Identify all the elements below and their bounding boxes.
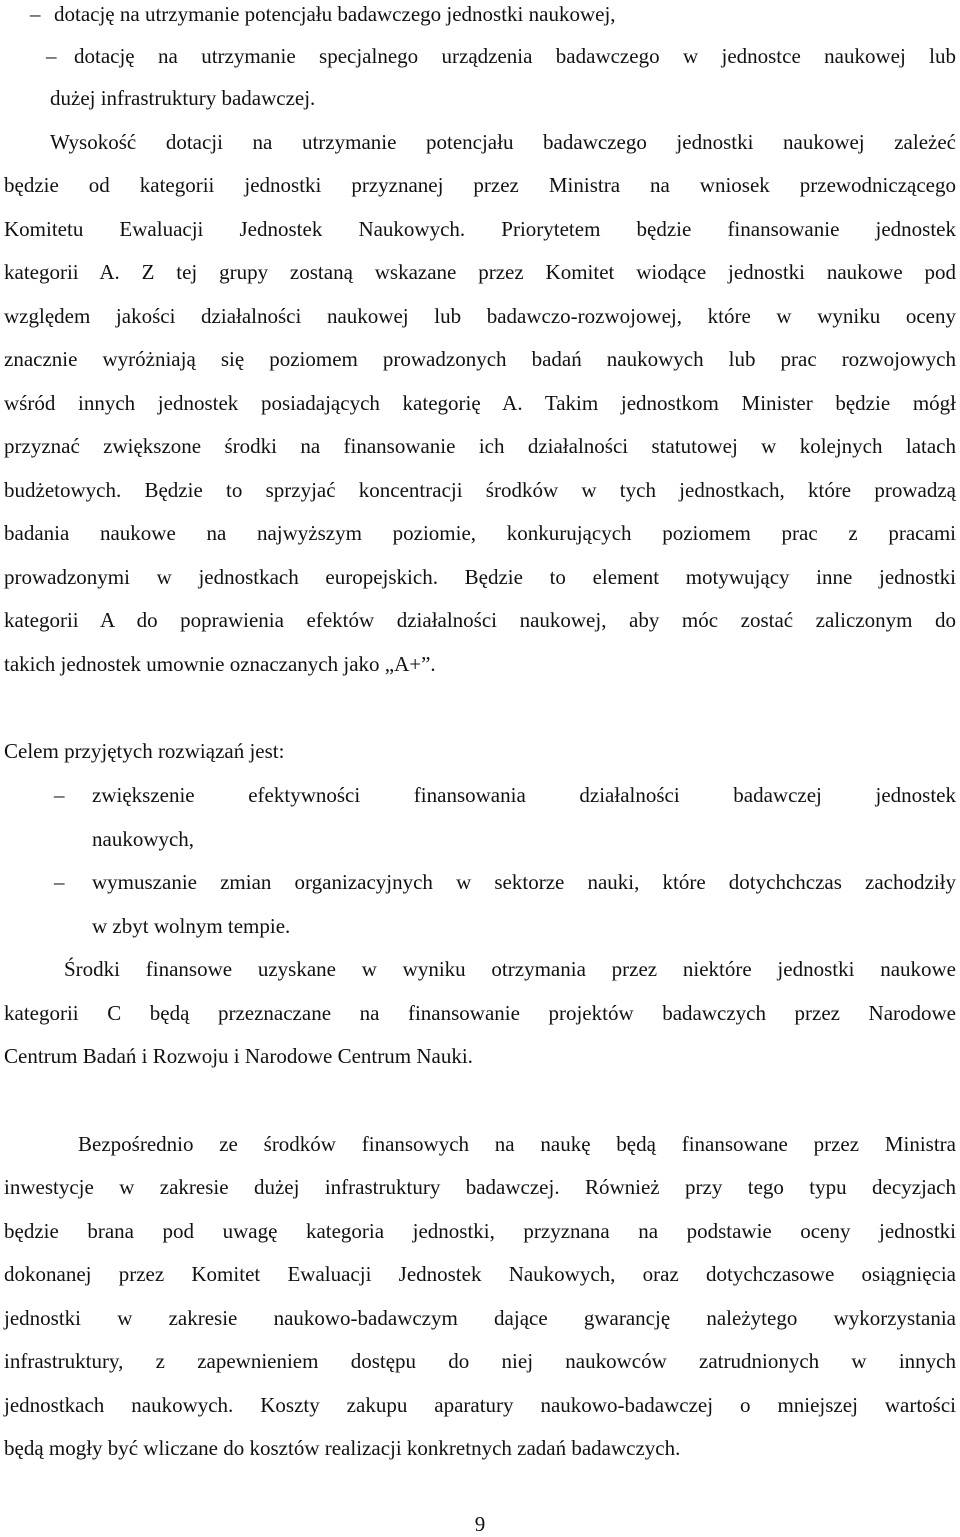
para2-line-3: Centrum Badań i Rozwoju i Narodowe Centrum Nauki.	[4, 1044, 473, 1068]
para1-line-6: znacznie wyróżniają się poziomem prowadzonych badań naukowych lub prac rozwojowych	[4, 347, 956, 371]
para3-line-6: infrastruktury, z zapewnieniem dostępu do niej naukowców zatrudnionych w innych	[4, 1349, 956, 1373]
list-dash: –	[54, 783, 65, 807]
para1-line-8: przyznać zwiększone środki na finansowanie ich działalności statutowej w kolejnych latach	[4, 434, 956, 458]
para1-line-2: będzie od kategorii jednostki przyznanej przez Ministra na wniosek przewodniczącego	[4, 173, 956, 197]
para1-line-4: kategorii A. Z tej grupy zostaną wskazane przez Komitet wiodące jednostki naukowe pod	[4, 260, 956, 284]
list-item-1: dotację na utrzymanie potencjału badawczego jednostki naukowej,	[54, 2, 616, 26]
page-number: 9	[474, 1512, 486, 1536]
goal-2-line-1: wymuszanie zmian organizacyjnych w sektorze nauki, które dotychchczas zachodziły	[92, 870, 956, 894]
para1-line-10: badania naukowe na najwyższym poziomie, konkurujących poziomem prac z pracami	[4, 521, 956, 545]
para1-line-12: kategorii A do poprawienia efektów działalności naukowej, aby móc zostać zaliczonym do	[4, 608, 956, 632]
para3-line-2: inwestycje w zakresie dużej infrastruktury badawczej. Również przy tego typu decyzjach	[4, 1175, 956, 1199]
para3-line-1: Bezpośrednio ze środków finansowych na naukę będą finansowane przez Ministra	[78, 1132, 956, 1156]
list-item-2-line-2: dużej infrastruktury badawczej.	[50, 86, 316, 110]
para3-line-8: będą mogły być wliczane do kosztów realizacji konkretnych zadań badawczych.	[4, 1436, 681, 1460]
goal-2-line-2: w zbyt wolnym tempie.	[92, 914, 291, 938]
list-dash: –	[30, 2, 41, 26]
para1-line-7: wśród innych jednostek posiadających kategorię A. Takim jednostkom Minister będzie mógł	[4, 391, 956, 415]
goal-1-line-2: naukowych,	[92, 827, 195, 851]
para2-line-1: Środki finansowe uzyskane w wyniku otrzymania przez niektóre jednostki naukowe	[64, 957, 956, 981]
para1-line-5: względem jakości działalności naukowej lub badawczo-rozwojowej, które w wyniku oceny	[4, 304, 956, 328]
list-item-2-line-1: dotację na utrzymanie specjalnego urządzenia badawczego w jednostce naukowej lub	[74, 44, 956, 68]
para3-line-5: jednostki w zakresie naukowo-badawczym dające gwarancję należytego wykorzystania	[4, 1306, 956, 1330]
para1-line-13: takich jednostek umownie oznaczanych jako „A+”.	[4, 652, 436, 676]
para1-line-11: prowadzonymi w jednostkach europejskich. Będzie to element motywujący inne jednostki	[4, 565, 956, 589]
goals-heading: Celem przyjętych rozwiązań jest:	[4, 739, 285, 763]
para1-line-1: Wysokość dotacji na utrzymanie potencjału badawczego jednostki naukowej zależeć	[50, 130, 956, 154]
para1-line-3: Komitetu Ewaluacji Jednostek Naukowych. Priorytetem będzie finansowanie jednostek	[4, 217, 956, 241]
para3-line-3: będzie brana pod uwagę kategoria jednostki, przyznana na podstawie oceny jednostki	[4, 1219, 956, 1243]
para3-line-7: jednostkach naukowych. Koszty zakupu aparatury naukowo-badawczej o mniejszej wartości	[4, 1393, 956, 1417]
list-dash: –	[46, 44, 57, 68]
para1-line-9: budżetowych. Będzie to sprzyjać koncentracji środków w tych jednostkach, które prowadzą	[4, 478, 956, 502]
para3-line-4: dokonanej przez Komitet Ewaluacji Jednostek Naukowych, oraz dotychczasowe osiągnięcia	[4, 1262, 956, 1286]
goal-1-line-1: zwiększenie efektywności finansowania działalności badawczej jednostek	[92, 783, 956, 807]
list-dash: –	[54, 870, 65, 894]
para2-line-2: kategorii C będą przeznaczane na finansowanie projektów badawczych przez Narodowe	[4, 1001, 956, 1025]
